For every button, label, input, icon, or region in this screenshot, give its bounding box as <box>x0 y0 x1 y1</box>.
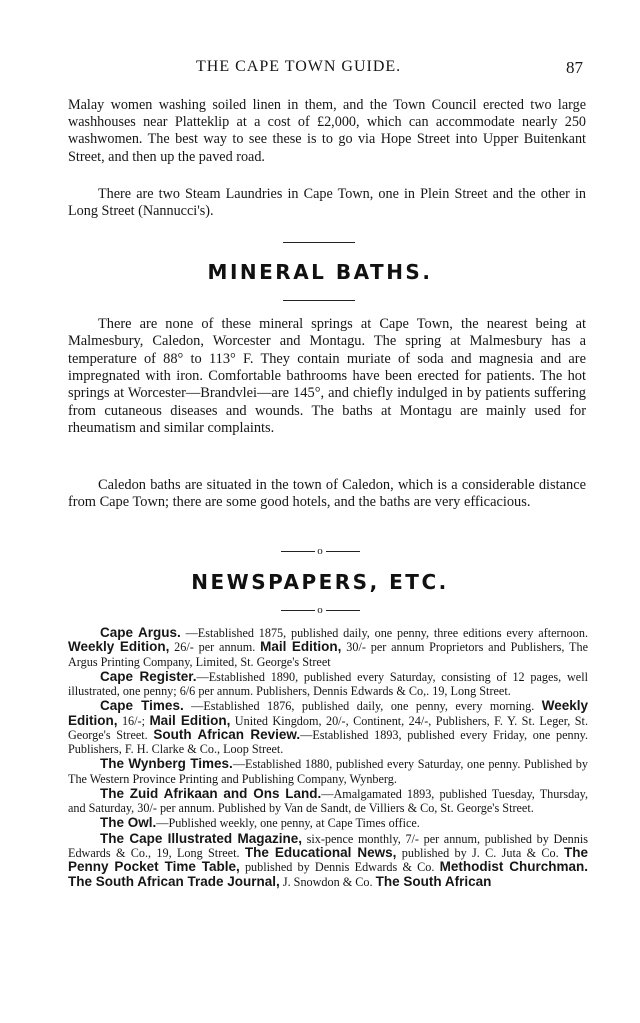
list-item <box>68 626 588 669</box>
text-line: similar complaints. <box>163 420 275 437</box>
newspaper-details: —Established 1876, published daily, one penny, every morning. <box>183 699 542 714</box>
newspaper-title: Weekly Edition, <box>68 639 170 655</box>
steam-laundries-paragraph <box>68 186 586 220</box>
newspaper-title: The Penny Pocket Time Table, <box>68 844 588 875</box>
newspaper-details: published by Dennis Edwards & Co. <box>239 860 440 875</box>
ornament-glyph: o <box>317 545 323 557</box>
list-item <box>68 757 588 786</box>
text-line: considerable distance from Cape Town; there are some good hotels, <box>68 477 586 511</box>
newspaper-details: six-pence monthly, 7/- per annum, published by Dennis Edwards & Co., 19, Long Street. <box>68 831 588 860</box>
newspaper-details: United Kingdom, 20/-, Continent, 24/-, Publishers, F. Y. St. Leger, St. George's Street. <box>68 713 588 742</box>
ornament-divider <box>0 545 640 557</box>
newspaper-title: The Zuid Afrikaan and Ons Land. <box>100 785 322 801</box>
ornament-dash <box>326 610 360 611</box>
running-head <box>0 58 640 82</box>
newspaper-details: 30/- per annum Proprietors and Publishers, The Argus Printing Company, Limited, St. George's Street <box>68 640 588 669</box>
text-line: with iron. Comfortable bathrooms have been erected for patients. <box>145 368 535 385</box>
newspaper-title: Weekly Edition, <box>68 698 588 728</box>
text-line: The spring at Malmesbury has a temperature of 88° to 113° F. <box>68 333 586 367</box>
newspaper-details: J. Snowdon & Co. <box>279 874 376 889</box>
newspaper-details: 16/-; <box>117 713 150 728</box>
newspaper-title: Cape Register. <box>100 668 197 684</box>
newspaper-details: —Established 1880, published every Saturday, one penny. Published by The Western Province Printing and Publishing Company, Wynberg. <box>68 757 588 786</box>
section-rule <box>283 242 355 243</box>
text-line: The hot springs at Worcester—Brandvlei—are 145°, and chiefly <box>68 368 586 402</box>
list-item <box>68 816 588 830</box>
ornament-dash <box>281 551 315 552</box>
ornament-dash <box>281 610 315 611</box>
newspaper-details: —Established 1890, published every Saturday, consisting of 12 pages, well illustrated, one penny; 6/6 per annum. Publishers, Dennis Edwards & Co,. 19, Long Street. <box>68 669 588 699</box>
newspaper-title: Methodist Churchman. <box>439 859 588 875</box>
list-item <box>68 832 588 889</box>
newspaper-details: published by J. C. Juta & Co. <box>396 845 564 860</box>
section-rule <box>283 300 355 301</box>
newspaper-details: —Established 1893, published every Friday, one penny. Publishers, F. H. Clarke & Co., Loop Street. <box>68 728 589 757</box>
text-line: which can accommodate nearly 250 washwomen. The best way to <box>68 114 587 148</box>
newspaper-title: Mail Edition, <box>149 712 231 728</box>
text-line: Caledon baths are situated in the town of Caledon, which is a <box>98 477 458 493</box>
ornament-dash <box>326 551 360 552</box>
newspaper-title: South African Review. <box>153 727 301 742</box>
newspaper-details: —Amalgamated 1893, published Tuesday, Thursday, and Saturday, 30/- per annum. Published by Van de Sandt, de Villiers & Co, St. George's Street. <box>68 786 588 816</box>
list-item <box>68 787 588 816</box>
text-line: Street and the other in Long Street (Nannucci's). <box>68 186 587 220</box>
mineral-springs-paragraph <box>68 316 586 437</box>
text-line: They contain muriate of soda and magnesia and are impregnated <box>68 350 586 385</box>
laundry-paragraph <box>68 97 586 166</box>
newspaper-listing <box>68 626 588 890</box>
text-line: indulged in by patients suffering from cutaneous diseases and wounds. <box>68 385 586 419</box>
newspaper-title: The Educational News, <box>244 844 397 860</box>
caledon-paragraph <box>68 477 586 512</box>
ornament-glyph: o <box>317 604 323 616</box>
text-line: There are two Steam Laundries in Cape Town, one in Plein <box>98 186 450 202</box>
mineral-baths-heading: MINERAL BATHS. <box>207 260 433 284</box>
newspaper-details: —Established 1875, published daily, one penny, three editions every afternoon. <box>180 626 588 640</box>
text-line: and the baths are very efficacious. <box>334 494 531 511</box>
text-line: There are none of these mineral springs at Cape Town, the <box>98 316 479 332</box>
text-line: The baths at Montagu are mainly used for rheumatism and <box>68 402 587 437</box>
list-item <box>68 699 588 756</box>
text-line: erected two large washhouses near Platteklip at a cost of £2,000, <box>68 97 586 131</box>
newspaper-title: The South African Trade Journal, <box>68 873 280 889</box>
ornament-divider <box>0 604 640 616</box>
newspapers-heading: NEWSPAPERS, ETC. <box>191 570 449 594</box>
list-item <box>68 670 588 699</box>
newspaper-title: Cape Times. <box>100 698 184 714</box>
newspaper-title: The Wynberg Times. <box>100 756 233 772</box>
newspaper-title: The South African <box>375 873 492 889</box>
text-line: then up the paved road. <box>132 148 265 165</box>
text-line: see these is to go via Hope Street into Upper Buitenkant Street, and <box>68 131 586 165</box>
newspaper-title: The Owl. <box>100 815 157 831</box>
newspaper-details: 26/- per annum. <box>169 640 261 655</box>
page-number: 87 <box>566 58 583 77</box>
newspaper-details: —Published weekly, one penny, at Cape Times office. <box>156 816 420 831</box>
text-line: Malay women washing soiled linen in them, and the Town Council <box>68 97 477 113</box>
text-line: nearest being at Malmesbury, Caledon, Worcester and Montagu. <box>68 316 587 350</box>
newspaper-title: Mail Edition, <box>260 639 342 655</box>
newspaper-title: Cape Argus. <box>100 625 181 640</box>
newspaper-title: The Cape Illustrated Magazine, <box>100 830 303 846</box>
running-title: THE CAPE TOWN GUIDE. <box>196 58 402 75</box>
